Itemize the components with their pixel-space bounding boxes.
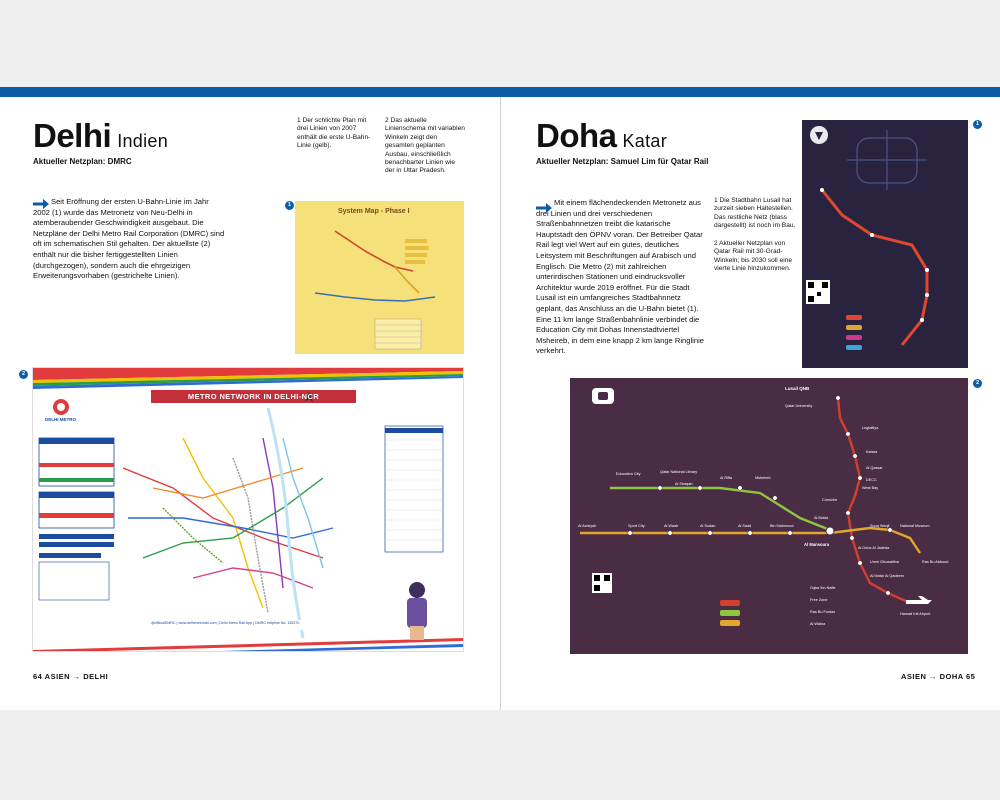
station-education-city: Education City xyxy=(616,472,641,476)
station-al-matar: Al Matar Al Qadeem xyxy=(870,574,904,578)
station-airport: Hamad Intl Airport xyxy=(900,612,931,616)
station-al-sadd: Al Sadd xyxy=(738,524,752,528)
station-al-wakra: Al Wakra xyxy=(810,622,826,626)
top-color-band xyxy=(0,87,1000,97)
station-al-qassar: Al Qassar xyxy=(866,466,883,470)
figure-marker-1: 1 xyxy=(285,201,294,210)
station-corniche: Corniche xyxy=(822,498,838,502)
city-title-delhi xyxy=(33,117,168,155)
station-al-riffa: Al Riffa xyxy=(720,476,733,480)
station-lusail: Lusail QNB xyxy=(785,386,810,391)
station-katara: Katara xyxy=(866,450,878,454)
station-decc: DECC xyxy=(866,478,877,482)
station-national-museum: National Museum xyxy=(900,524,930,528)
figure-marker-2: 2 xyxy=(19,370,28,379)
caption-2: 2 Aktueller Netzplan von Qatar Rail mit 30-Grad-Winkeln; bis 2030 soll eine vierte Linie hinzukommen. xyxy=(714,240,793,273)
city-name: Doha xyxy=(536,117,617,154)
footer-web: www.delhimetrorail.com xyxy=(178,621,217,625)
footer-social: @officialDMRC xyxy=(151,621,176,625)
station-bin-mahmoud: Bin Mahmoud xyxy=(770,524,794,528)
figure-marker-1: 1 xyxy=(973,120,982,129)
station-msheireb: Msheireb xyxy=(755,476,771,480)
station-west-bay: West Bay xyxy=(862,486,879,490)
station-ras-bu-abboud: Ras Bu Abboud xyxy=(922,560,949,564)
city-name: Delhi xyxy=(33,117,112,154)
metro-map-footer: @officialDMRC | www.delhimetrorail.com | Delhi Metro Rail App | DMRC Helpline No. 155370 xyxy=(151,621,300,625)
plan-label: Aktueller Netzplan: Samuel Lim für Qatar Rail xyxy=(536,157,709,166)
station-qatar-university: Qatar University xyxy=(785,404,813,408)
delhi-metro-map-image xyxy=(32,367,464,652)
metro-map-title: METRO NETWORK IN DELHI-NCR xyxy=(187,392,320,401)
page-folio-left: 64 ASIEN → DELHI xyxy=(33,672,109,681)
phase-1-map-image xyxy=(295,201,464,354)
station-qnl: Qatar National Library xyxy=(660,470,698,474)
country-name: Katar xyxy=(622,131,668,151)
footer-app: Delhi Metro Rail App | DMRC Helpline No. 155370 xyxy=(219,621,300,625)
metro-logo-text: DELHI METRO xyxy=(45,417,76,422)
right-page xyxy=(501,97,1000,710)
station-legtaifiya: Legtaifiya xyxy=(862,426,879,430)
station-free-zone: Free Zone xyxy=(810,598,828,602)
country-name: Indien xyxy=(117,131,169,151)
station-umm-ghuwailina: Umm Ghuwailina xyxy=(870,560,899,564)
station-sport-city: Sport City xyxy=(628,524,645,528)
phase-map-title: System Map - Phase I xyxy=(338,208,410,215)
station-al-sudan: Al Sudan xyxy=(700,524,716,528)
body-text: Seit Eröffnung der ersten U-Bahn-Linie im Jahr 2002 (1) wurde das Metronetz von Neu-Delhi in atemberaubender Geschwindigkeit ausgebaut. Die Netzpläne der Delhi Metro Rail Corporation (DMRC) sind oft im schematischen Stil gehalten. Der aktuellste (2) enthält nur die bisher fertiggestellten Linien (durchgezogen), sondern auch die ehrgeizigen Erweiterungsvorhaben (gestrichelte Linien). xyxy=(33,197,225,281)
body-text: Mit einem flächendeckenden Metronetz aus drei Linien und drei verschiedenen Straßenbahnnetzen treibt die katarische Hauptstadt den ÖPNV voran. Der Betreiber Qatar Rail legt viel Wert auf ein gutes, deutliches Leitsystem mit Beschriftungen auf Arabisch und Englisch. Die Metro (2) mit zahlreichen unterirdischen Stationen und eindrucksvoller Architektur wurde 2019 eröffnet. Für die Stadt Lusail ist ein umfangreiches Stadtbahnnetz geplant, das Anschluss an die U-Bahn bietet (1). Eine 11 km lange Straßenbahnlinie verbindet die Education City mit Dohas Innenstadtviertel Msheireb, in dem eine knapp 2 km lange Ringlinie verkehrt. xyxy=(536,198,705,356)
station-ras-bu-fontas: Ras Bu Fontas xyxy=(810,610,836,614)
station-al-aziziyah: Al Aziziyah xyxy=(578,524,597,528)
page-folio-right: ASIEN → DOHA 65 xyxy=(901,672,976,681)
doha-metro-map-image xyxy=(570,378,968,654)
plan-label: Aktueller Netzplan: DMRC xyxy=(33,157,132,166)
city-title-doha xyxy=(536,117,667,155)
caption-1: 1 Die Stadtbahn Lusail hat zurzeit sieben Haltestellen. Das restliche Netz (blass dargestellt) ist noch im Bau. xyxy=(714,197,796,230)
station-al-waab: Al Waab xyxy=(664,524,679,528)
caption-1: 1 Der schlichte Plan mit drei Linien von 2007 enthält die erste U-Bahn-Linie (gelb). xyxy=(297,117,371,150)
figure-marker-2: 2 xyxy=(973,379,982,388)
left-page xyxy=(0,97,500,710)
station-al-bidda: Al Bidda xyxy=(814,516,829,520)
station-al-doha-al-jadeda: Al Doha Al Jadeda xyxy=(858,546,890,550)
station-al-mansoura: Al Mansoura xyxy=(804,542,830,547)
lusail-tram-map-image xyxy=(802,120,968,368)
station-souq-waqif: Souq Waqif xyxy=(870,524,890,528)
station-al-shaqab: Al Shaqab xyxy=(675,482,693,486)
caption-2: 2 Das aktuelle Linienschema mit variablen Winkeln zeigt den gesamten geplanten Ausbau, einschließlich benachbarter Linien wie der in Uttar Pradesh. xyxy=(385,117,465,175)
station-oqba: Oqba Ibn Nafie xyxy=(810,586,836,590)
